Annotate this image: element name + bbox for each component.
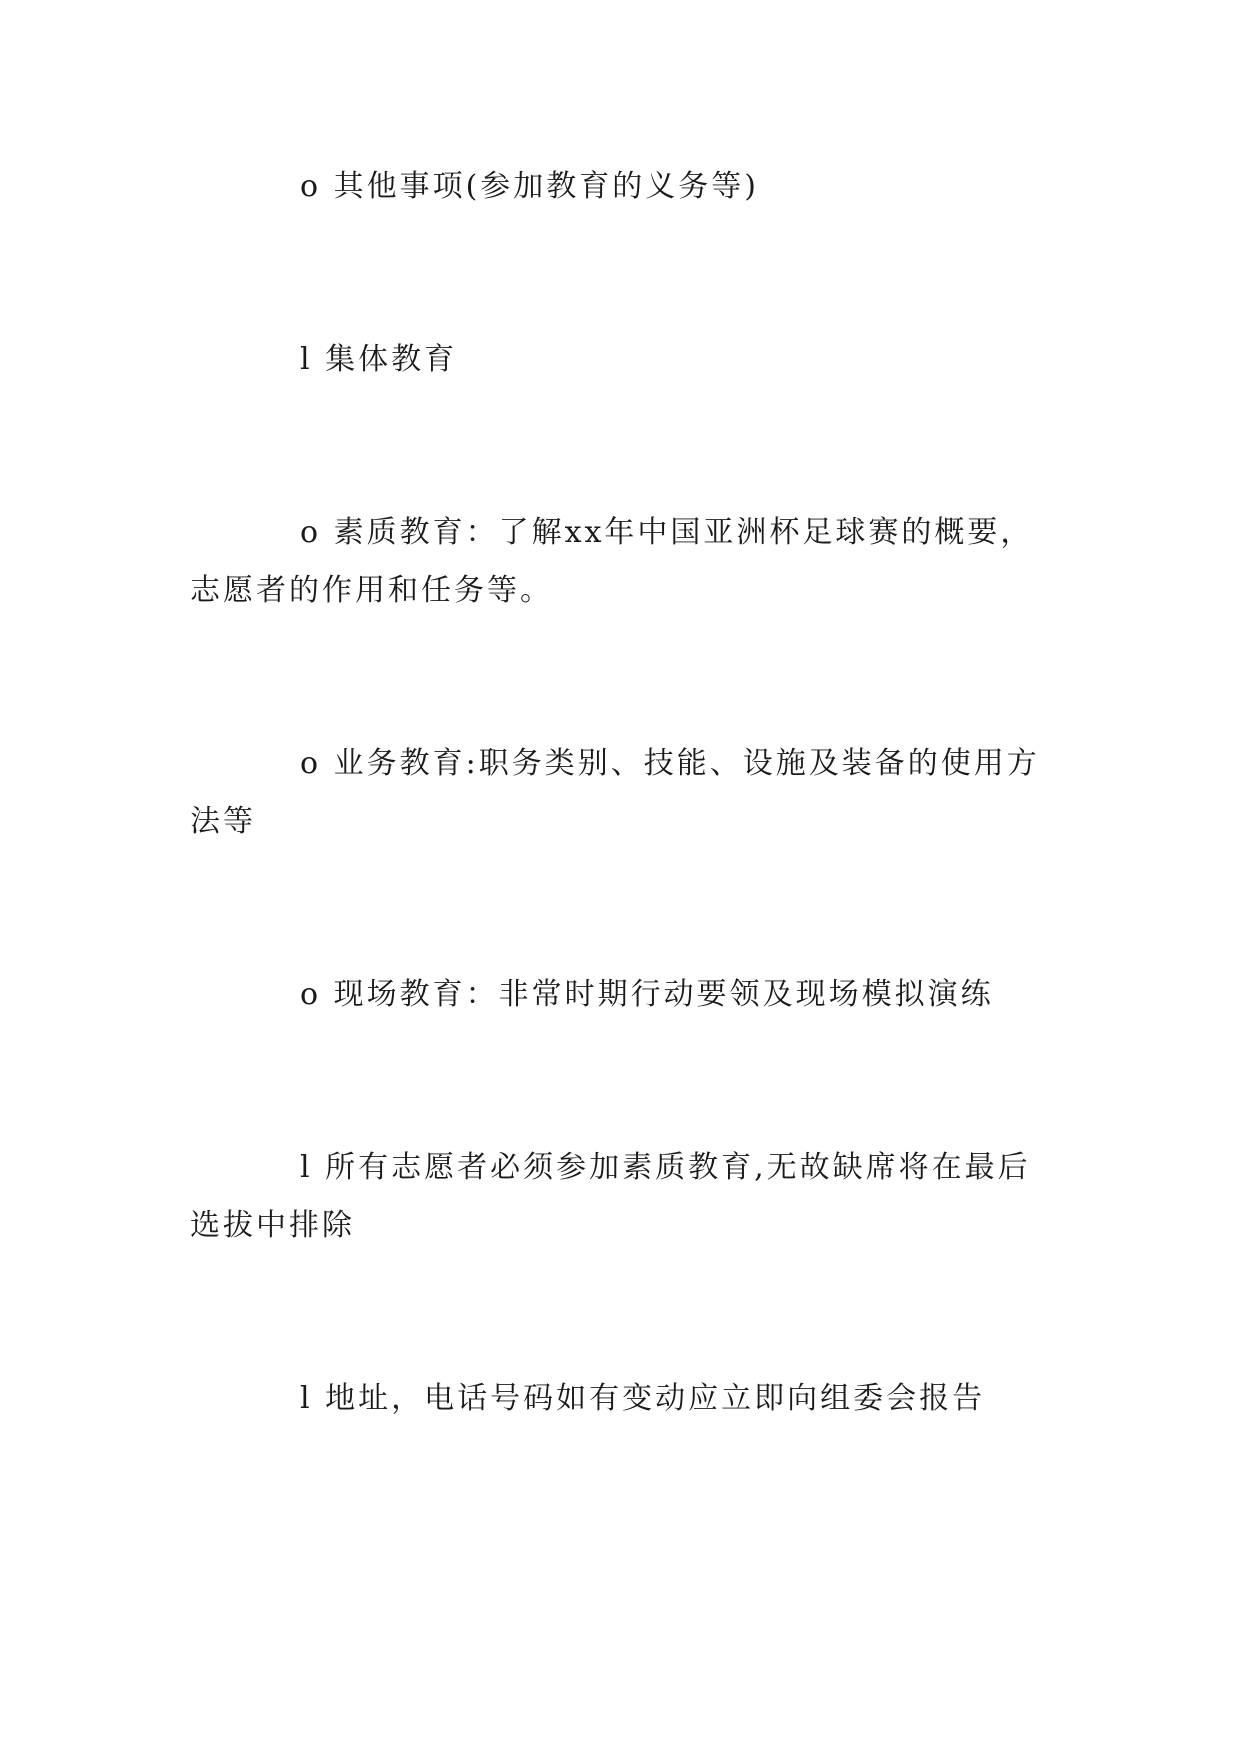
paragraph-contact-changes: l 地址，电话号码如有变动应立即向组委会报告 — [300, 1381, 986, 1416]
paragraph-quality-education: o 素质教育：了解xx年中国亚洲杯足球赛的概要，志愿者的作用和任务等。 — [190, 515, 1034, 608]
paragraph-onsite-education: o 现场教育：非常时期行动要领及现场模拟演练 — [300, 977, 994, 1012]
paragraph-other-matters: o 其他事项(参加教育的义务等) — [300, 169, 760, 204]
paragraph-group-education: l 集体教育 — [300, 342, 458, 377]
paragraph-mandatory-attendance: l 所有志愿者必须参加素质教育,无故缺席将在最后选拔中排除 — [190, 1150, 1031, 1243]
paragraph-business-education: o 业务教育:职务类别、技能、设施及装备的使用方法等 — [190, 746, 1040, 839]
